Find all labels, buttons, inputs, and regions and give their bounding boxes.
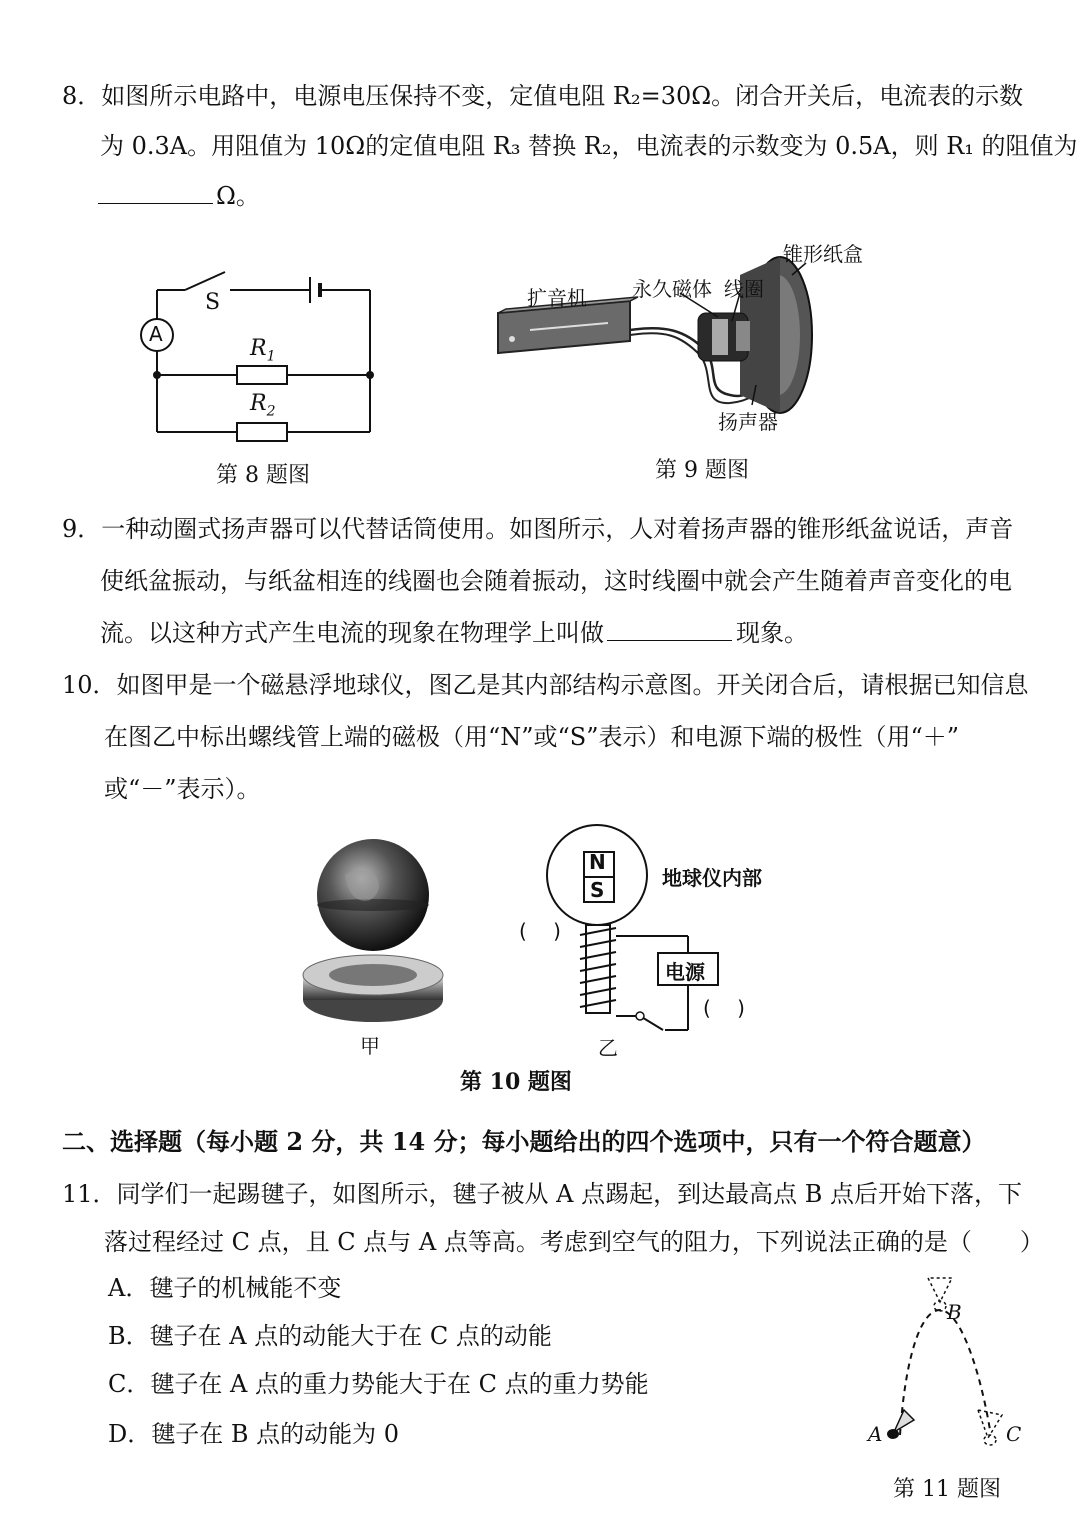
r2-sub: 2 [266, 403, 276, 420]
q8-line3-suffix: Ω。 [216, 182, 260, 210]
magnet-label: 永久磁体 [632, 277, 712, 301]
q10-line1: 10．如图甲是一个磁悬浮地球仪，图乙是其内部结构示意图。开关闭合后，请根据已知信息 [62, 671, 1029, 699]
inner-label: 地球仪内部 [662, 866, 762, 890]
label-yi: 乙 [598, 1036, 618, 1060]
r2-letter: R [250, 391, 267, 416]
globe-outline [547, 825, 647, 925]
label-jia: 甲 [360, 1034, 380, 1058]
r2-label [250, 391, 276, 419]
section2-title: 二、选择题（每小题 2 分，共 14 分；每小题给出的四个选项中，只有一个符合题意） [62, 1127, 986, 1156]
cone-label: 锥形纸盒 [783, 242, 863, 266]
power-label: 电源 [665, 960, 705, 984]
point-b-label: B [947, 1300, 962, 1324]
fig11-caption: 第 11 题图 [893, 1477, 1001, 1502]
q11-option-d[interactable]: D．毽子在 B 点的动能为 0 [108, 1420, 400, 1448]
solenoid-pole-answer[interactable]: ( ) [519, 919, 561, 943]
junction-dot [366, 371, 374, 379]
q9-line3-prefix: 流。以这种方式产生电流的现象在物理学上叫做 [100, 619, 604, 647]
answer-blank-q9[interactable] [607, 617, 732, 649]
fig9-caption: 第 9 题图 [655, 458, 749, 483]
ammeter-label: A [149, 322, 163, 346]
magnet-coil [698, 313, 750, 361]
q9-line2: 使纸盆振动，与纸盆相连的线圈也会随着振动，这时线圈中就会产生随着声音变化的电 [100, 567, 1012, 595]
answer-blank-q8[interactable] [98, 180, 213, 212]
magnet-s-label: S [590, 878, 605, 902]
r1-sub: 1 [266, 348, 276, 365]
coil-label: 线圈 [724, 277, 764, 301]
globe-base-ring [303, 955, 443, 1022]
q11-option-a[interactable]: A．毽子的机械能不变 [108, 1274, 342, 1302]
power-polarity-answer[interactable]: ( ) [703, 996, 745, 1020]
trajectory-path [900, 1310, 990, 1435]
switch-label: S [205, 290, 221, 315]
fig10-caption: 第 10 题图 [460, 1069, 572, 1095]
q8-line2: 为 0.3A。用阻值为 10Ω的定值电阻 R₃ 替换 R₂，电流表的示数变为 0.5A，则 R₁ 的阻值为 [100, 132, 1078, 160]
point-c-label: C [1006, 1422, 1022, 1446]
magnet-n-label: N [589, 850, 606, 874]
q9-line3-suffix: 现象。 [736, 619, 808, 647]
q11-option-b[interactable]: B．毽子在 A 点的动能大于在 C 点的动能 [108, 1322, 552, 1350]
speaker-label: 扬声器 [718, 410, 778, 434]
q11-line2: 落过程经过 C 点，且 C 点与 A 点等高。考虑到空气的阻力，下列说法正确的是（ ） [104, 1228, 1044, 1256]
q10-line3: 或“－”表示）。 [104, 775, 261, 803]
junction-dot [153, 371, 161, 379]
q10-line2: 在图乙中标出螺线管上端的磁极（用“N”或“S”表示）和电源下端的极性（用“＋” [104, 723, 960, 751]
r1-label [250, 336, 276, 364]
globe-photo [290, 835, 460, 1035]
q11-line1: 11．同学们一起踢毽子，如图所示，毽子被从 A 点踢起，到达最高点 B 点后开始下落，下 [62, 1180, 1023, 1208]
q8-line1: 8．如图所示电路中，电源电压保持不变，定值电阻 R₂=30Ω。闭合开关后，电流表的示数 [62, 82, 1024, 110]
point-a-label: A [868, 1422, 883, 1446]
r1-letter: R [250, 336, 267, 361]
q11-option-c[interactable]: C．毽子在 A 点的重力势能大于在 C 点的重力势能 [108, 1370, 649, 1398]
q9-line1: 9．一种动圈式扬声器可以代替话筒使用。如图所示，人对着扬声器的锥形纸盆说话，声音 [62, 515, 1014, 543]
fig8-caption: 第 8 题图 [216, 463, 310, 488]
amp-label: 扩音机 [527, 286, 587, 310]
